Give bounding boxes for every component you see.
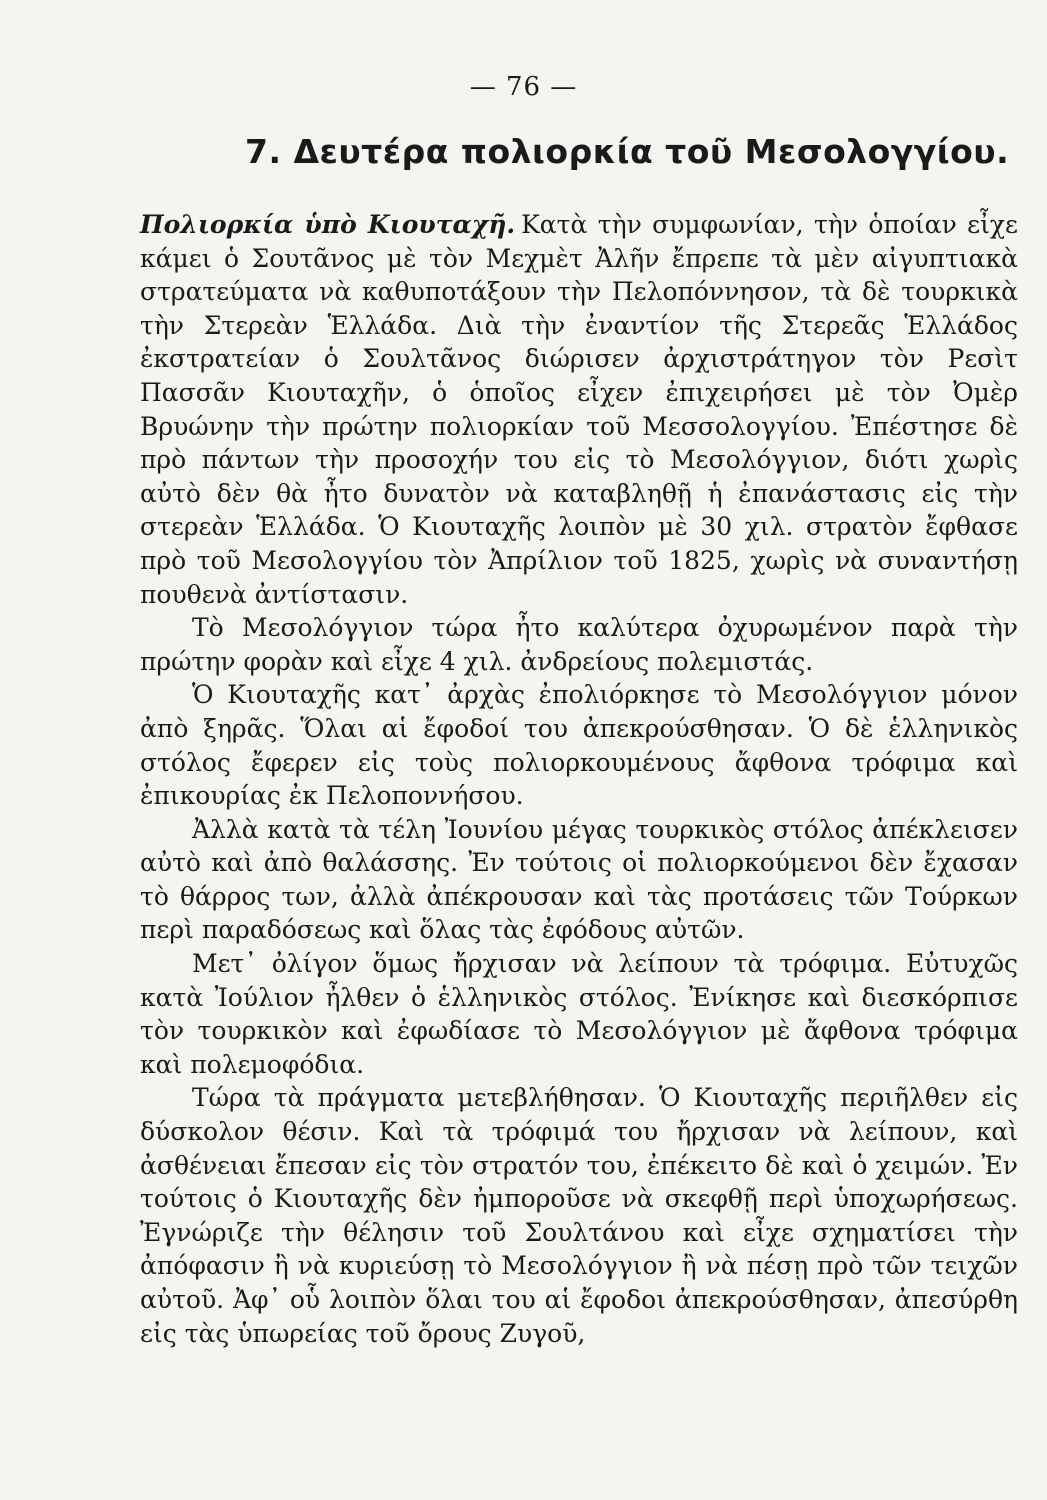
paragraph-3: Ὁ Κιουταχῆς κατ᾽ ἀρχὰς ἐπολιόρκησε τὸ Μεσολόγγιον μόνον ἀπὸ ξηρᾶς. Ὅλαι αἱ ἔφοδοί του ἀπεκρούσθησαν. Ὁ δὲ ἑλληνικὸς στόλος ἔφερεν εἰς τοὺς πολιορκουμένους ἄφθονα τρόφιμα καὶ ἐπικουρίας ἐκ Πελοποννήσου. [140,680,1018,811]
page-number: — 76 — [469,72,578,102]
chapter-title: 7. Δευτέρα πολιορκία τοῦ Μεσολογγίου. [245,132,1010,171]
body-text [140,208,1018,1350]
paragraph-1 [140,208,1018,611]
paragraph-1-text: Κατὰ τὴν συμφωνίαν, τὴν ὁποίαν εἶχε κάμει ὁ Σουτᾶνος μὲ τὸν Μεχμὲτ Ἀλῆν ἔπρεπε τὰ μὲν αἰγυπτιακὰ στρατεύματα νὰ καθυποτάξουν τὴν Πελοπόννησον, τὰ δὲ τουρκικὰ τὴν Στερεὰν Ἑλλάδα. Διὰ τὴν ἐναντίον τῆς Στερεᾶς Ἑλλάδος ἐκστρατείαν ὁ Σουλτᾶνος διώρισεν ἀρχιστράτηγον τὸν Ρεσὶτ Πασσᾶν Κιουταχῆν, ὁ ὁποῖος εἶχεν ἐπιχειρήσει μὲ τὸν Ὀμὲρ Βρυώνην τὴν πρώτην πολιορκίαν τοῦ Μεσσολογγίου. Ἐπέστησε δὲ πρὸ πάντων τὴν προσοχήν του εἰς τὸ Μεσολόγγιον, διότι χωρὶς αὐτὸ δὲν θὰ ἦτο δυνατὸν νὰ καταβληθῇ ἡ ἐπανάστασις εἰς τὴν στερεὰν Ἑλλάδα. Ὁ Κιουταχῆς λοιπὸν μὲ 30 χιλ. στρατὸν ἔφθασε πρὸ τοῦ Μεσολογγίου τὸν Ἀπρίλιον τοῦ 1825, χωρὶς νὰ συναντήσῃ πουθενὰ ἀντίστασιν. [140,210,1018,609]
paragraph-5: Μετ᾽ ὀλίγον ὅμως ἤρχισαν νὰ λείπουν τὰ τρόφιμα. Εὐτυχῶς κατὰ Ἰούλιον ἦλθεν ὁ ἑλληνικὸς στόλος. Ἐνίκησε καὶ διεσκόρπισε τὸν τουρκικὸν καὶ ἐφωδίασε τὸ Μεσολόγγιον μὲ ἄφθονα τρόφιμα καὶ πολεμοφόδια. [140,949,1018,1079]
section-lead: Πολιορκία ὑπὸ Κιουταχῆ. [140,210,516,239]
paragraph-2: Τὸ Μεσολόγγιον τώρα ἦτο καλύτερα ὀχυρωμένον παρὰ τὴν πρώτην φορὰν καὶ εἶχε 4 χιλ. ἀνδρείους πολεμιστάς. [140,613,1018,676]
paragraph-4: Ἀλλὰ κατὰ τὰ τέλη Ἰουνίου μέγας τουρκικὸς στόλος ἀπέκλεισεν αὐτὸ καὶ ἀπὸ θαλάσσης. Ἐν τούτοις οἱ πολιορκούμενοι δὲν ἔχασαν τὸ θάρρος των, ἀλλὰ ἀπέκρουσαν καὶ τὰς προτάσεις τῶν Τούρκων περὶ παραδόσεως καὶ ὅλας τὰς ἐφόδους αὐτῶν. [140,814,1018,945]
paragraph-6: Τώρα τὰ πράγματα μετεβλήθησαν. Ὁ Κιουταχῆς περιῆλθεν εἰς δύσκολον θέσιν. Καὶ τὰ τρόφιμά του ἤρχισαν νὰ λείπουν, καὶ ἀσθένειαι ἔπεσαν εἰς τὸν στρατόν του, ἐπέκειτο δὲ καὶ ὁ χειμών. Ἐν τούτοις ὁ Κιουταχῆς δὲν ἠμποροῦσε νὰ σκεφθῇ περὶ ὑποχωρήσεως. Ἐγνώριζε τὴν θέλησιν τοῦ Σουλτάνου καὶ εἶχε σχηματίσει τὴν ἀπόφασιν ἢ νὰ κυριεύσῃ τὸ Μεσολόγγιον ἢ νὰ πέσῃ πρὸ τῶν τειχῶν αὐτοῦ. Ἀφ᾽ οὗ λοιπὸν ὅλαι του αἱ ἔφοδοι ἀπεκρούσθησαν, ἀπεσύρθη εἰς τὰς ὑπωρείας τοῦ ὄρους Ζυγοῦ, [140,1083,1018,1348]
